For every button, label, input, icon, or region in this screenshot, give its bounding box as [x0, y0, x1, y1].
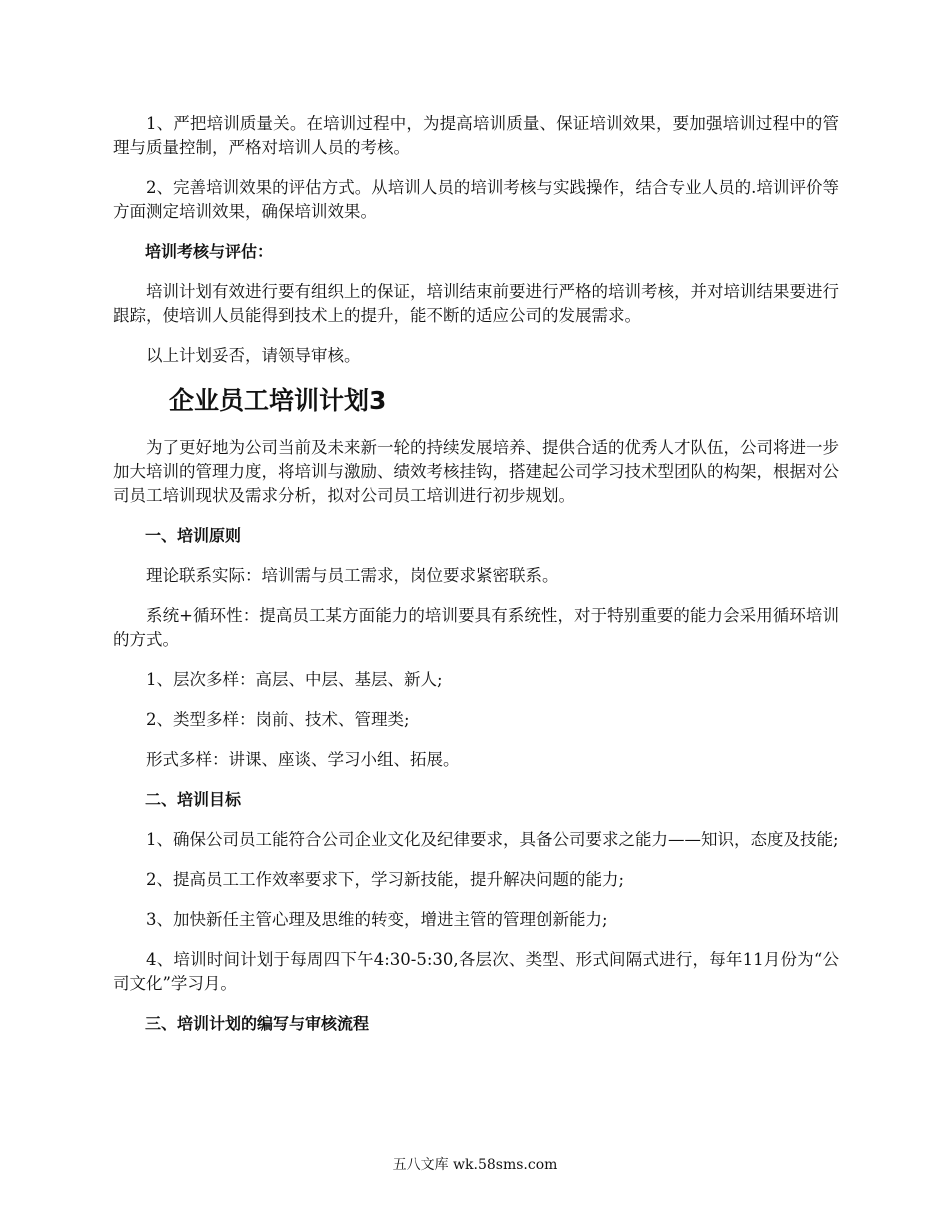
paragraph-forms: 形式多样：讲课、座谈、学习小组、拓展。: [146, 750, 460, 769]
paragraph-goal-1: 1、确保公司员工能符合公司企业文化及纪律要求，具备公司要求之能力——知识，态度及技能;: [146, 830, 839, 849]
paragraph-goal-4: 4、培训时间计划于每周四下午4:30-5:30,各层次、类型、形式间隔式进行，每年11月份为“公司文化”学习月。: [113, 950, 839, 993]
paragraph-approval: 以上计划妥否，请领导审核。: [146, 346, 361, 365]
section-title: 企业员工培训计划3: [169, 386, 387, 415]
paragraph-types: 2、类型多样：岗前、技术、管理类;: [146, 710, 410, 729]
heading-assessment: 培训考核与评估：: [145, 242, 274, 261]
heading-plan-process: 三、培训计划的编写与审核流程: [145, 1014, 370, 1033]
page-footer: 五八文库 wk.58sms.com: [392, 1157, 558, 1173]
paragraph-levels: 1、层次多样：高层、中层、基层、新人;: [146, 670, 443, 689]
heading-principles: 一、培训原则: [145, 526, 242, 545]
paragraph-evaluation-method: 2、完善培训效果的评估方式。从培训人员的培训考核与实践操作，结合专业人员的.培训评价等方面测定培训效果，确保培训效果。: [113, 178, 839, 221]
paragraph-goal-3: 3、加快新任主管心理及思维的转变，增进主管的管理创新能力;: [146, 910, 608, 929]
paragraph-assessment: 培训计划有效进行要有组织上的保证，培训结束前要进行严格的培训考核，并对培训结果要进行跟踪，使培训人员能得到技术上的提升，能不断的适应公司的发展需求。: [113, 282, 839, 325]
paragraph-goal-2: 2、提高员工工作效率要求下，学习新技能，提升解决问题的能力;: [146, 870, 625, 889]
paragraph-principle-system: 系统+循环性：提高员工某方面能力的培训要具有系统性，对于特别重要的能力会采用循环培训的方式。: [113, 606, 839, 649]
paragraph-quality-control: 1、严把培训质量关。在培训过程中，为提高培训质量、保证培训效果，要加强培训过程中的管理与质量控制，严格对培训人员的考核。: [113, 114, 839, 157]
document-body: [113, 112, 839, 1052]
paragraph-principle-theory: 理论联系实际：培训需与员工需求，岗位要求紧密联系。: [146, 566, 559, 585]
heading-goals: 二、培训目标: [145, 790, 242, 809]
paragraph-intro: 为了更好地为公司当前及未来新一轮的持续发展培养、提供合适的优秀人才队伍，公司将进一步加大培训的管理力度，将培训与激励、绩效考核挂钩，搭建起公司学习技术型团队的构架，根据对公司员工培训现状及需求分析，拟对公司员工培训进行初步规划。: [113, 438, 839, 505]
